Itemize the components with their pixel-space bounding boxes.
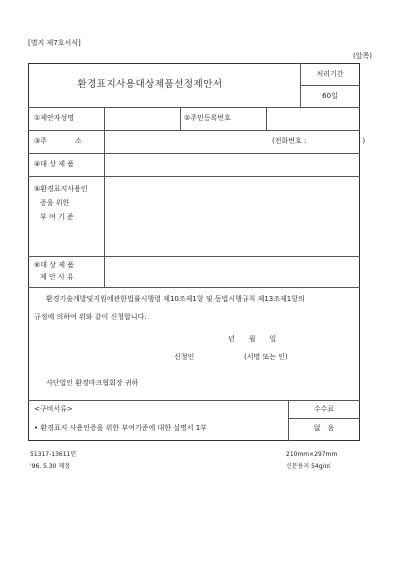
fee-value: 없 음: [313, 424, 335, 432]
addressee: 사단법인 환경마크협회장 귀하: [46, 379, 139, 387]
form-label: [별지 제7호서식]: [28, 39, 81, 47]
reason-field[interactable]: [105, 257, 359, 286]
target-product-label: ④대 상 제 품: [34, 160, 74, 168]
form-title: 환경표지사용대상제품선정제안서: [77, 79, 223, 90]
processing-period-value: 60일: [322, 92, 338, 100]
documents-item: • 환경표지 사용인증을 위한 부여기준에 대한 설명서 1부: [34, 424, 207, 432]
target-product-field[interactable]: [105, 154, 359, 175]
front-label: (앞쪽): [353, 52, 372, 60]
footer-date: '96. 5.30 제정: [30, 463, 70, 470]
processing-period-label: 처리기간: [316, 70, 344, 78]
address-label: ③주 소: [34, 137, 82, 145]
footer-code: 51317-13611민: [30, 451, 77, 458]
applicant-label: 신청인: [174, 353, 195, 361]
proposer-name-label: ①제안자성명: [34, 114, 75, 122]
proposer-name-field[interactable]: [105, 108, 179, 129]
date-line: 년 월 일: [228, 335, 277, 343]
criteria-label-line3: 부 여 기 준: [40, 213, 74, 221]
signature-note: (서명 또는 인): [244, 353, 288, 361]
documents-label: <구비서류>: [34, 405, 73, 413]
criteria-field[interactable]: [105, 177, 359, 255]
address-field[interactable]: [105, 131, 265, 152]
reason-label-line2: 제 안 사 유: [40, 273, 74, 281]
statement-line1: 환경기술개발및지원에관한법률시행령 제10조제1항 및 동법시행규칙 제13조제1항의: [46, 295, 305, 303]
footer-paper: 신문용지 54g/㎡: [286, 463, 331, 470]
resident-number-label: ②주민등록번호: [184, 114, 231, 122]
criteria-label-line1: ⑤환경표지사용인: [34, 185, 88, 193]
footer-size: 210mm×297mm: [286, 451, 338, 458]
fee-label: 수수료: [313, 405, 335, 413]
resident-number-field[interactable]: [267, 108, 359, 129]
reason-label-line1: ⑥대 상 제 품: [34, 261, 74, 269]
phone-label: (전화번호 : ): [272, 137, 366, 145]
criteria-label-line2: 증을 위한: [40, 199, 70, 207]
statement-line2: 규정에 의하여 위와 같이 신청합니다.: [34, 313, 147, 321]
